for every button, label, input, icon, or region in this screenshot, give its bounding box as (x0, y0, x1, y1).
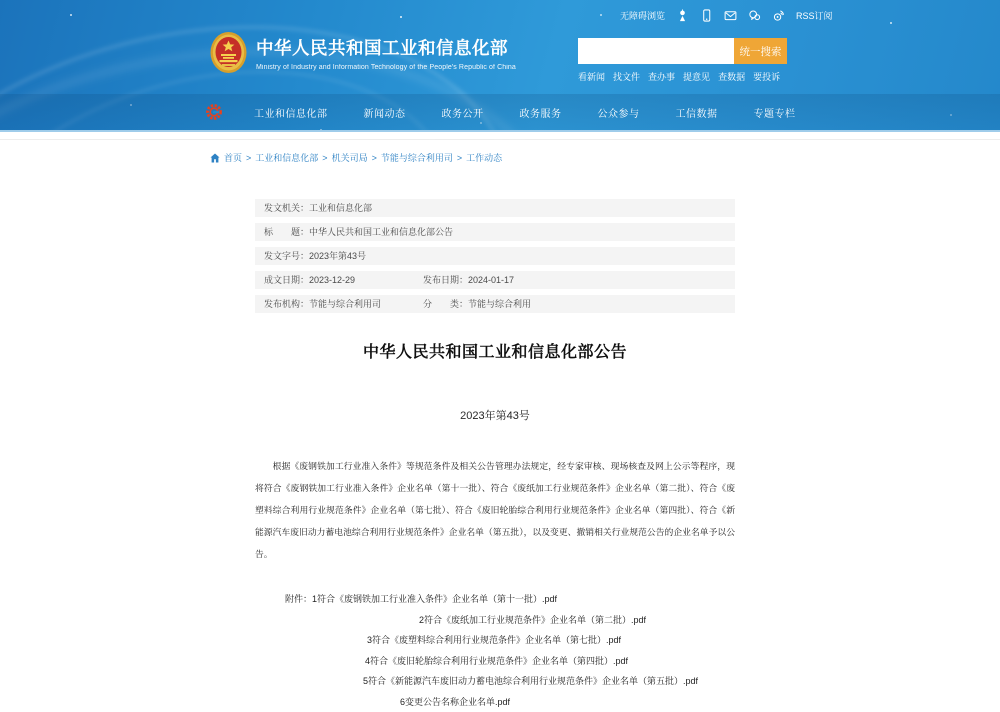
quicklink-data[interactable]: 查数据 (718, 70, 745, 83)
meta-value: 节能与综合利用 (468, 299, 531, 309)
meta-value: 2024-01-17 (468, 275, 514, 285)
doc-meta-table (255, 199, 735, 313)
nav-item-public-participation[interactable]: 公众参与 (598, 105, 640, 120)
site-title: 中华人民共和国工业和信息化部 (256, 35, 516, 60)
meta-label: 发布机构： (264, 299, 309, 309)
main-nav (0, 94, 1000, 132)
nav-item-special-columns[interactable]: 专题专栏 (754, 105, 796, 120)
site-brand[interactable] (210, 31, 516, 74)
meta-value: 2023年第43号 (309, 251, 366, 261)
attachment-link-1[interactable]: 1符合《废钢铁加工行业准入条件》企业名单（第十一批）.pdf (312, 594, 557, 604)
meta-label: 发布日期： (423, 275, 468, 285)
article-doc-number: 2023年第43号 (255, 407, 735, 423)
quicklink-services[interactable]: 查办事 (648, 70, 675, 83)
quicklink-news[interactable]: 看新闻 (578, 70, 605, 83)
meta-row-title (255, 223, 735, 241)
breadcrumb-separator: > (372, 153, 377, 163)
meta-label: 分 类： (423, 299, 468, 309)
meta-col2 (423, 271, 514, 289)
search-input[interactable] (578, 38, 734, 64)
mail-icon[interactable] (724, 9, 737, 22)
breadcrumb-departments[interactable]: 机关司局 (332, 151, 368, 164)
breadcrumb-separator: > (246, 153, 251, 163)
attachments-list (255, 589, 735, 712)
meta-row-publisher (255, 295, 735, 313)
quick-links (578, 70, 780, 83)
meta-label: 发文字号： (264, 251, 309, 261)
attachment-link-2[interactable]: 2符合《废纸加工行业规范条件》企业名单（第二批）.pdf (419, 615, 646, 625)
mascot-icon[interactable] (676, 9, 689, 22)
meta-label: 发文机关： (264, 203, 309, 213)
breadcrumb-home[interactable]: 首页 (224, 151, 242, 164)
attachment-line (367, 630, 735, 651)
quicklink-suggestions[interactable]: 提意见 (683, 70, 710, 83)
quicklink-complaints[interactable]: 要投诉 (753, 70, 780, 83)
rss-link[interactable]: RSS订阅 (796, 9, 833, 22)
breadcrumb-separator: > (457, 153, 462, 163)
weibo-icon[interactable] (772, 9, 785, 22)
national-emblem-icon (210, 31, 247, 74)
meta-row-issuing-agency (255, 199, 735, 217)
breadcrumb-energy-conservation-dept[interactable]: 节能与综合利用司 (381, 151, 453, 164)
breadcrumb-miit[interactable]: 工业和信息化部 (255, 151, 318, 164)
nav-item-gov-service[interactable]: 政务服务 (520, 105, 562, 120)
attachment-line (419, 610, 735, 631)
attachments-label: 附件： (285, 594, 312, 604)
search-button[interactable]: 统一搜索 (734, 38, 787, 64)
nav-item-miit[interactable]: 工业和信息化部 (254, 105, 328, 120)
attachment-link-5[interactable]: 5符合《新能源汽车废旧动力蓄电池综合利用行业规范条件》企业名单（第五批）.pdf (363, 676, 698, 686)
nav-item-news[interactable]: 新闻动态 (364, 105, 406, 120)
attachment-line (363, 671, 735, 692)
site-subtitle: Ministry of Industry and Information Technology of the People's Republic of China (256, 64, 516, 71)
mobile-icon[interactable] (700, 9, 713, 22)
meta-value: 2023-12-29 (309, 275, 355, 285)
nav-item-miit-data[interactable]: 工信数据 (676, 105, 718, 120)
meta-row-doc-number (255, 247, 735, 265)
attachment-link-6[interactable]: 6变更公告名称企业名单.pdf (400, 697, 510, 707)
meta-value: 节能与综合利用司 (309, 299, 381, 309)
nav-item-gov-open[interactable]: 政务公开 (442, 105, 484, 120)
attachment-line (400, 692, 735, 712)
meta-label: 标 题： (264, 227, 309, 237)
meta-value: 中华人民共和国工业和信息化部公告 (309, 227, 453, 237)
meta-label: 成文日期： (264, 275, 309, 285)
attachment-line (365, 651, 735, 672)
breadcrumb-separator: > (322, 153, 327, 163)
accessibility-link[interactable]: 无障碍浏览 (620, 9, 665, 22)
meta-col2 (423, 295, 531, 313)
search-bar (578, 38, 787, 64)
article-paragraph: 根据《废钢铁加工行业准入条件》等规范条件及相关公告管理办法规定，经专家审核、现场核查及网上公示等程序，现将符合《废钢铁加工行业准入条件》企业名单（第十一批）、符合《废纸加工行业规范条件》企业名单（第二批）、符合《废塑料综合利用行业规范条件》企业名单（第七批）、符合《废旧轮胎综合利用行业规范条件》企业名单（第四批）、符合《新能源汽车废旧动力蓄电池综合利用行业规范条件》企业名单（第五批），以及变更、撤销相关行业规范公告的企业名单予以公告。 (255, 455, 735, 565)
attachment-line (285, 589, 735, 610)
wechat-icon[interactable] (748, 9, 761, 22)
quicklink-files[interactable]: 找文件 (613, 70, 640, 83)
decor-dots (70, 14, 72, 16)
attachment-link-3[interactable]: 3符合《废塑料综合利用行业规范条件》企业名单（第七批）.pdf (367, 635, 621, 645)
attachment-link-4[interactable]: 4符合《废旧轮胎综合利用行业规范条件》企业名单（第四批）.pdf (365, 656, 628, 666)
utility-bar (620, 9, 833, 22)
meta-value: 工业和信息化部 (309, 203, 372, 213)
breadcrumb-work-updates[interactable]: 工作动态 (466, 151, 502, 164)
site-title-block (256, 35, 516, 71)
meta-row-dates (255, 271, 735, 289)
article-title: 中华人民共和国工业和信息化部公告 (255, 339, 735, 362)
miit-e-logo-icon[interactable] (205, 103, 223, 121)
site-header (0, 0, 1000, 132)
